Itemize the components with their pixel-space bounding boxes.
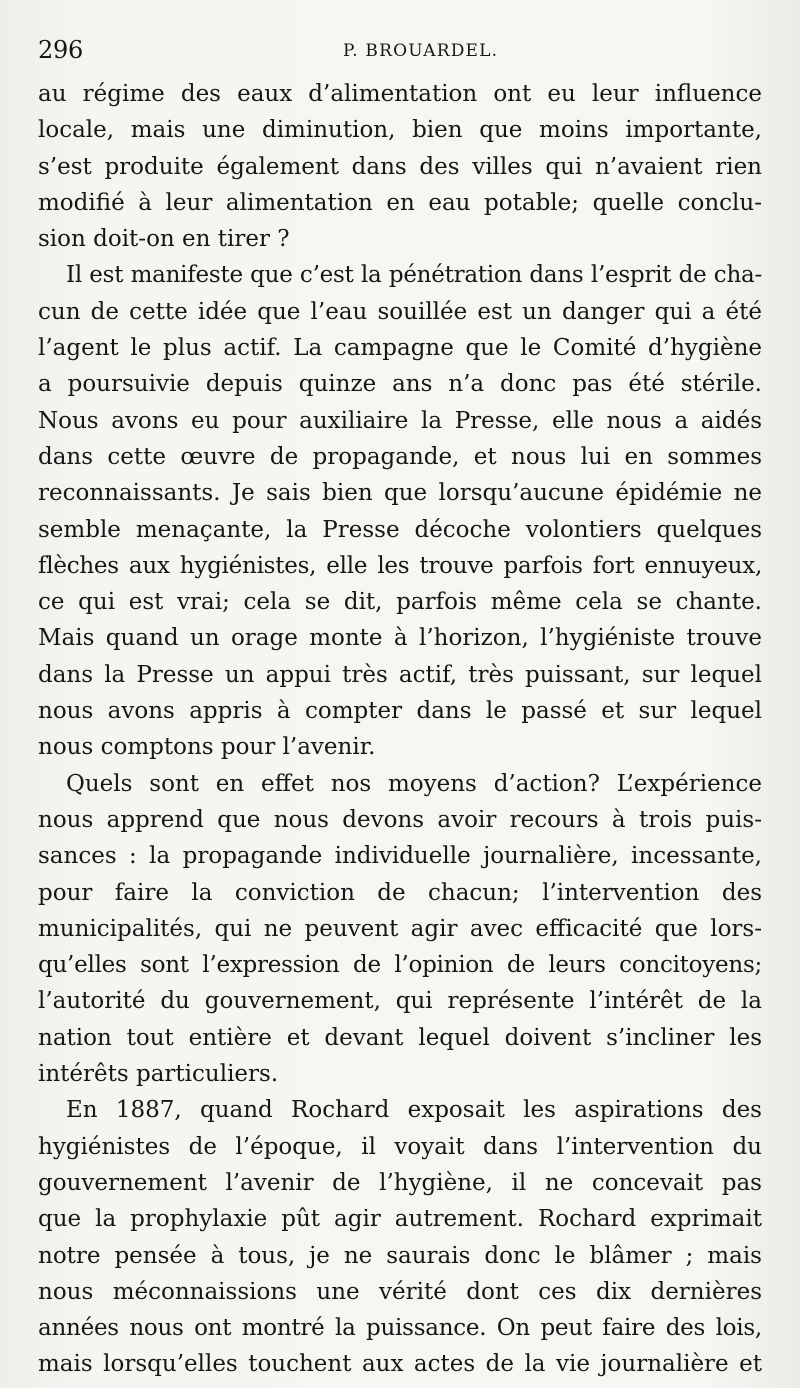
text-line: sances : la propagande individuelle journalière, incessante, [38,843,762,870]
text-line: pour faire la conviction de chacun; l’intervention des [38,879,762,906]
text-line: au régime des eaux d’alimentation ont eu leur influence [38,81,762,107]
text-line: l’autorité du gouvernement, qui représente l’intérêt de la [38,988,762,1015]
text-line: a poursuivie depuis quinze ans n’a donc pas été stérile. [38,371,762,398]
text-line: hygiénistes de l’époque, il voyait dans l’intervention du [38,1133,762,1160]
text-line: Il est manifeste que c’est la pénétration dans l’esprit de cha- [66,262,762,289]
text-line: dans la Presse un appui très actif, très puissant, sur lequel [38,661,762,688]
text-line: Quels sont en effet nos moyens d’action? L’expérience [66,770,762,797]
text-line: l’agent le plus actif. La campagne que le Comité d’hygiène [38,335,762,362]
page-header [38,36,762,70]
text-line: nous apprend que nous devons avoir recours à trois puis- [38,806,762,833]
text-line: nous comptons pour l’avenir. [38,734,376,761]
text-line: que la prophylaxie pût agir autrement. Rochard exprimait [38,1206,762,1233]
running-head: P. BROUARDEL. [343,41,499,61]
text-line: intérêts particuliers. [38,1061,279,1088]
text-line: En 1887, quand Rochard exposait les aspirations des [66,1097,762,1124]
text-line: gouvernement l’avenir de l’hygiène, il ne concevait pas [38,1169,762,1196]
text-line: modifié à leur alimentation en eau potable; quelle conclu- [38,189,762,216]
text-line: notre pensée à tous, je ne saurais donc le blâmer ; mais [38,1242,762,1269]
text-line: semble menaçante, la Presse décoche volontiers quelques [38,516,762,543]
text-line: sion doit-on en tirer ? [38,226,290,253]
text-line: s’est produite également dans des villes qui n’avaient rien [38,153,762,180]
page-number: 296 [38,36,83,64]
text-line: Nous avons eu pour auxiliaire la Presse, elle nous a aidés [38,407,762,434]
text-line: flèches aux hygiénistes, elle les trouve parfois fort ennuyeux, [38,552,762,579]
text-line: mais lorsqu’elles touchent aux actes de la vie journalière et [38,1351,762,1378]
text-line: Mais quand un orage monte à l’horizon, l’hygiéniste trouve [38,625,762,652]
text-line: municipalités, qui ne peuvent agir avec efficacité que lors- [38,915,762,942]
text-line: nation tout entière et devant lequel doivent s’incliner les [38,1024,762,1051]
body-text [38,76,762,1383]
text-line: qu’elles sont l’expression de l’opinion de leurs concitoyens; [38,952,762,979]
text-line: ce qui est vrai; cela se dit, parfois même cela se chante. [38,589,762,616]
text-line: locale, mais une diminution, bien que moins importante, [38,117,762,144]
text-line: reconnaissants. Je sais bien que lorsqu’aucune épidémie ne [38,480,762,507]
text-line: nous avons appris à compter dans le passé et sur lequel [38,698,762,725]
text-line: années nous ont montré la puissance. On peut faire des lois, [38,1315,762,1342]
text-line: dans cette œuvre de propagande, et nous lui en sommes [38,443,762,470]
text-line: nous méconnaissions une vérité dont ces dix dernières [38,1278,762,1305]
text-line: cun de cette idée que l’eau souillée est un danger qui a été [38,298,762,325]
